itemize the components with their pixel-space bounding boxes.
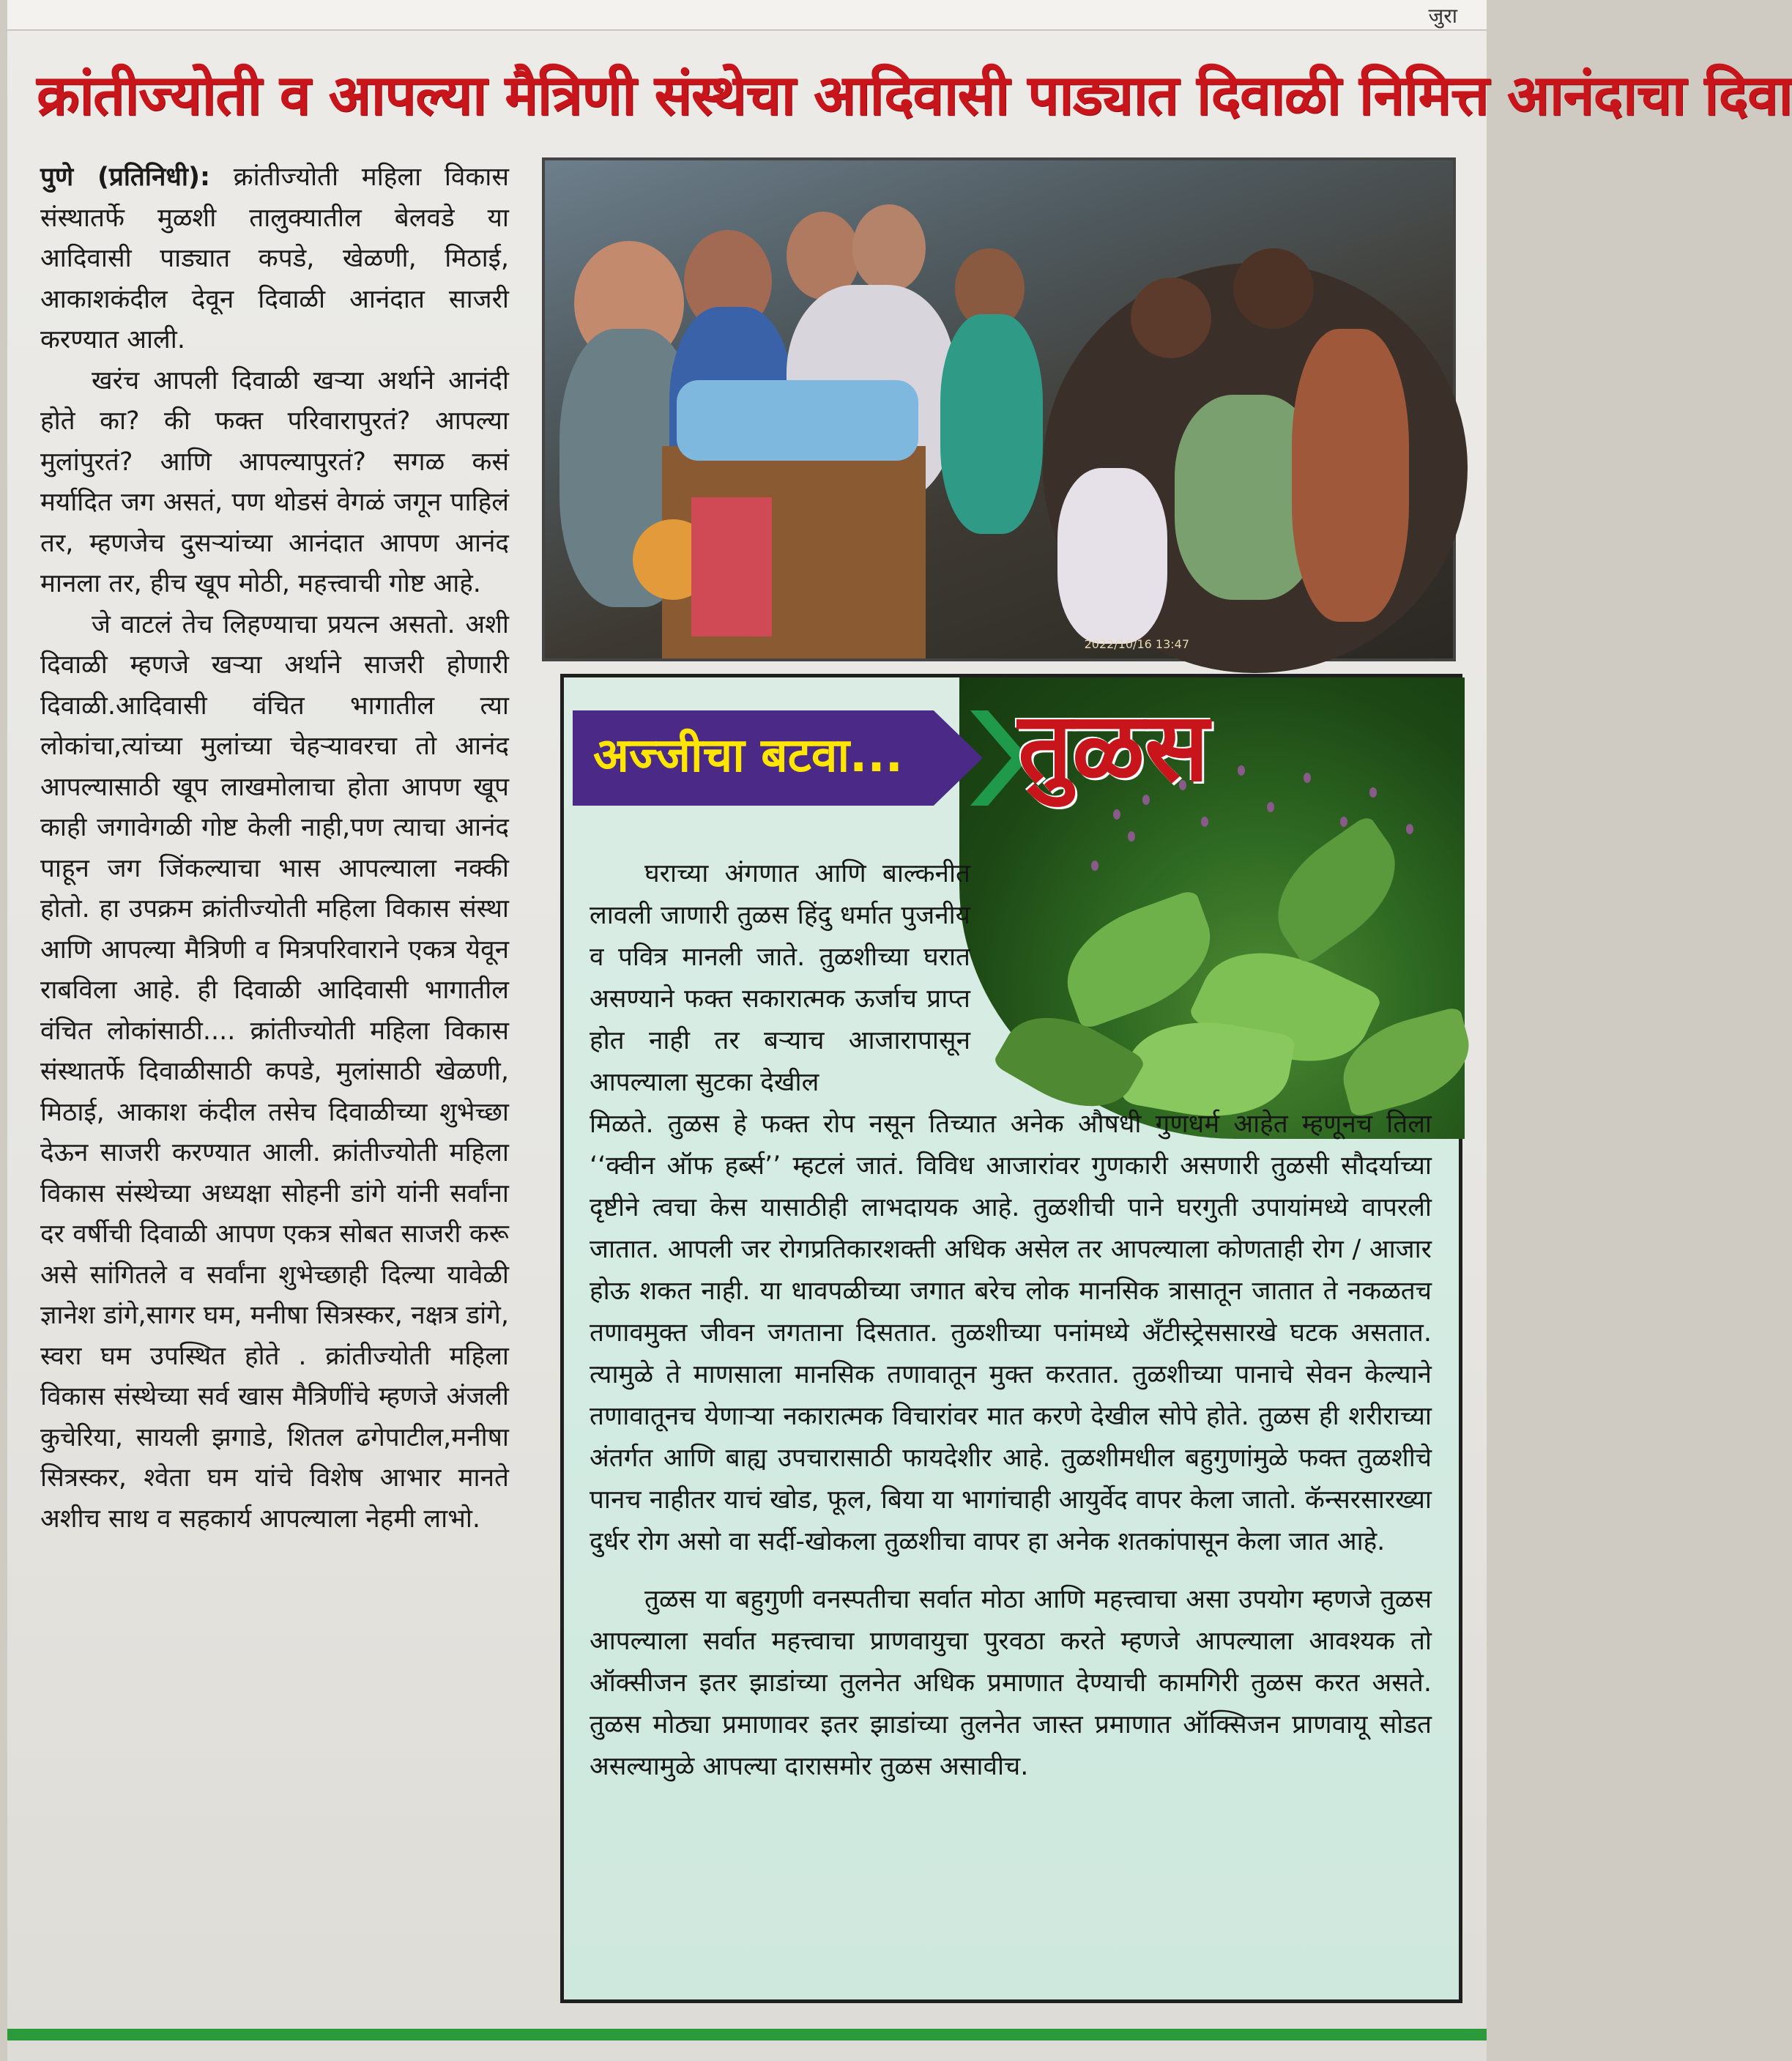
page-top-text: जुरा <box>1428 4 1457 28</box>
tulsi-flower <box>1128 831 1135 842</box>
photo-person <box>852 204 926 292</box>
photo-person <box>940 314 1043 534</box>
photo-person <box>1292 329 1409 622</box>
article-paragraph-1-text: क्रांतीज्योती महिला विकास संस्थातर्फे मुळशी तालुक्यातील बेलवडे या आदिवासी पाड्यात कपडे, खेळणी, मिठाई, आकाशकंदील देवून दिवाळी आनंदात साजरी करण्यात आली. <box>40 163 509 354</box>
feature-intro: घराच्या अंगणात आणि बाल्कनीत लावली जाणारी तुळस हिंदु धर्मात पुजनीय व पवित्र मानली जाते. तुळशीच्या घरात असण्याने फक्त सकारात्मक ऊर्जाच प्राप्त होत नाही तर बऱ्याच आजारापासून आपल्याला सुटका देखील <box>590 859 970 1097</box>
tulsi-flower <box>1340 817 1347 827</box>
tulsi-flower <box>1238 765 1245 776</box>
dateline: पुणे (प्रतिनिधी): <box>40 163 210 192</box>
headline: क्रांतीज्योती व आपल्या मैत्रिणी संस्थेचा आदिवासी पाड्यात दिवाळी निमित्त आनंदाचा दिवा <box>37 62 1792 127</box>
bottom-rule <box>7 2029 1487 2040</box>
section-banner-label: अज्जीचा बटवा... <box>593 729 903 783</box>
feature-paragraph-2: तुळस या बहुगुणी वनस्पतीचा सर्वात मोठा आणि महत्त्वाचा असा उपयोग म्हणजे तुळस आपल्याला सर्वात महत्त्वाचा प्राणवायुचा पुरवठा करते म्हणजे आपल्याला आवश्यक तो ऑक्सीजन इतर झाडांच्या तुलनेत अधिक प्रमाणात देण्याची कामगिरी तुळस करत असते. तुळस मोठ्या प्रमाणावर इतर झाडांच्या तुलनेत जास्त प्रमाणात ऑक्सिजन प्राणवायू सोडत असल्यामुळे आपल्या दारासमोर तुळस असावीच. <box>590 1585 1432 1781</box>
photo-box <box>691 497 772 636</box>
page-top-strip <box>7 0 1487 31</box>
tulsi-flower <box>1304 773 1311 783</box>
tulsi-flower <box>1406 824 1413 834</box>
tulas-feature-box <box>560 674 1462 2003</box>
photo-person <box>1131 278 1211 358</box>
article-paragraph-1 <box>40 157 509 361</box>
tulsi-flower <box>1201 817 1208 827</box>
photo-clothes <box>677 380 918 461</box>
event-photo <box>542 157 1456 661</box>
tulsi-flower <box>1369 787 1377 798</box>
photo-child <box>1057 468 1167 644</box>
feature-title: तुळस <box>1018 691 1209 803</box>
newspaper-page <box>7 0 1792 2061</box>
photo-timestamp: 2022/10/16 13:47 <box>1084 637 1189 651</box>
feature-body <box>590 853 1432 1788</box>
article-paragraph-3: जे वाटलं तेच लिहण्याचा प्रयत्न असतो. अशी दिवाळी म्हणजे खऱ्या अर्थाने साजरी होणारी दिवाळी.आदिवासी वंचित भागातील त्या लोकांचा,त्यांच्या मुलांच्या चेहऱ्यावरचा तो आनंद आपल्यासाठी खूप लाखमोलाचा होता आपण खूप काही जगावेगळी गोष्ट केली नाही,पण त्याचा आनंद पाहून जग जिंकल्याचा भास आपल्याला नक्की होतो. हा उपक्रम क्रांतीज्योती महिला विकास संस्था आणि आपल्या मैत्रिणी व मित्रपरिवाराने एकत्र येवून राबविला आहे. ही दिवाळी आदिवासी भागातील वंचित लोकांसाठी.... क्रांतीज्योती महिला विकास संस्थातर्फे दिवाळीसाठी कपडे, मुलांसाठी खेळणी, मिठाई, आकाश कंदील तसेच दिवाळीच्या शुभेच्छा देऊन साजरी करण्यात आली. क्रांतीज्योती महिला विकास संस्थेच्या अध्यक्षा सोहनी डांगे यांनी सर्वांना दर वर्षीची दिवाळी आपण एकत्र सोबत साजरी करू असे सांगितले व सर्वांना शुभेच्छाही दिल्या यावेळी ज्ञानेश डांगे,सागर घम, मनीषा सित्रस्कर, नक्षत्र डांगे, स्वरा घम उपस्थित होते . क्रांतीज्योती महिला विकास संस्थेच्या सर्व खास मैत्रिणींचे म्हणजे अंजली कुचेरिया, सायली झगाडे, शितल ढगेपाटील,मनीषा सित्रस्कर, श्वेता घम यांचे विशेष आभार मानते अशीच साथ व सहकार्य आपल्याला नेहमी लाभो. <box>40 609 509 1534</box>
tulsi-flower <box>1267 802 1274 812</box>
tulsi-flower <box>1113 809 1120 820</box>
article-paragraph-2: खरंच आपली दिवाळी खऱ्या अर्थाने आनंदी होते का? की फक्त परिवारापुरतं? आपल्या मुलांपुरतं? आणि आपल्यापुरतं? सगळ कसं मर्यादित जग असतं, पण थोडसं वेगळं जगून पाहिलं तर, म्हणजेच दुसऱ्यांच्या आनंदात आपण आनंद मानला तर, हीच खूप मोठी, महत्त्वाची गोष्ट आहे. <box>40 365 509 598</box>
feature-paragraph-1: मिळते. तुळस हे फक्त रोप नसून तिच्यात अनेक औषधी गुणधर्म आहेत म्हणूनच तिला ‘‘क्वीन ऑफ हर्ब्स’’ म्हटलं जातं. विविध आजारांवर गुणकारी असणारी तुळसी सौदर्याच्या दृष्टीने त्वचा केस यासाठीही लाभदायक आहे. तुळशीची पाने घरगुती उपायांमध्ये वापरली जातात. आपली जर रोगप्रतिकारशक्ती अधिक असेल तर आपल्याला कोणताही रोग / आजार होऊ शकत नाही. या धावपळीच्या जगात बरेच लोक मानसिक त्रासातून जातात ते नकळतच तणावमुक्त जीवन जगताना दिसतात. तुळशीच्या पनांमध्ये अँटीस्ट्रेससारखे घटक असतात. त्यामुळे ते माणसाला मानसिक तणावातून मुक्त करतात. तुळशीच्या पानाचे सेवन केल्याने तणावातूनच येणाऱ्या नकारात्मक विचारांवर मात करणे देखील सोपे होते. तुळस ही शरीराच्या अंतर्गत आणि बाह्य उपचारासाठी फायदेशीर आहे. तुळशीमधील बहुगुणांमुळे फक्त तुळशीचे पानच नाहीतर याचं खोड, फूल, बिया या भागांचाही आयुर्वेद वापर केला जातो. कॅन्सरसारख्या दुर्धर रोग असो वा सर्दी-खोकला तुळशीचा वापर हा अनेक शतकांपासून केला जात आहे. <box>590 1110 1432 1556</box>
left-article <box>40 157 509 2032</box>
photo-person <box>1233 248 1314 329</box>
